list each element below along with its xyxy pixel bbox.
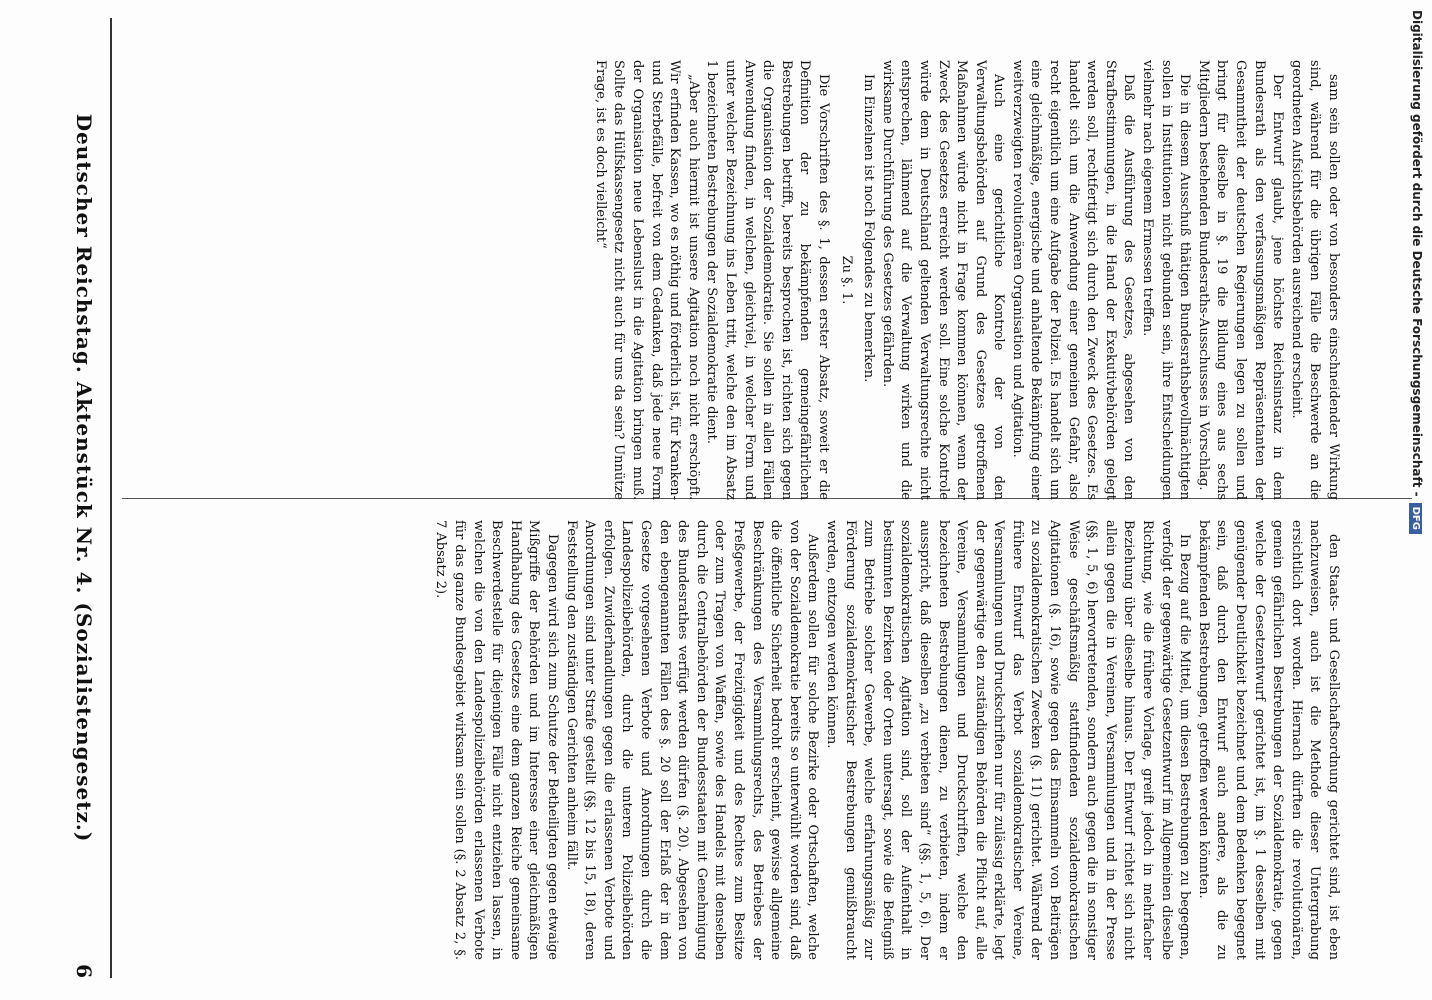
page-header (62, 18, 102, 978)
paragraph: „Aber auch hiermit ist unsere Agitation noch nicht erschöpft. Wir erfinden Kassen, wo es nöthig und förderlich ist, für Kranken- und Sterbefälle, befreit von dem Gedanken, daß jede neue Form der Organisation neue Lebenslust in die Agitation bringen muß. Sollte das Hülfskassengesetz nicht auch für uns da sein? Unnütze Frage, ist es doch vielleicht“ (592, 60, 701, 500)
left-column (122, 520, 1342, 960)
header-rule (110, 18, 112, 978)
paragraph: In Bezug auf die Mittel, um diesen Bestrebungen zu begegnen, verfolgt der gegenwärtige Gesetzentwurf im Allgemeinen dieselbe Richtung, wie die frühere Vorlage, greift jedoch in mehrfacher Beziehung über dieselbe hinaus. Der Entwurf richtet sich nicht allein gegen die in Vereinen, Versammlungen und in der Presse (§§. 1, 5, 6) hervortretenden, sondern auch gegen die in sonstiger Weise geschäftsmäßig stattfindenden sozialdemokratischen Agitationen (§. 16), sowie gegen das Einsammeln von Beiträgen zu sozialdemokratischen Zwecken (§. 11) gerichtet. Während der frühere Entwurf das Verbot sozialdemokratischer Vereine, Versammlungen und Druckschriften nur für zulässig erklärte, legt der gegenwärtige den zuständigen Behörden die Pflicht auf, alle Vereine, Versammlungen und Druckschriften, welche den bezeichneten Bestrebungen dienen, zu verbieten, indem er ausspricht, daß dieselben „zu verbieten sind“ (§§. 1, 5, 6). Der sozialdemokratischen Agitation sind, soll der Aufenthalt in bestimmten Bezirken oder Orten untersagt, sowie die Befugniß zum Betriebe solcher Gewerbe, welche erfahrungsmäßig zur Förderung sozialdemokratischer Bestrebungen gemißbraucht werden, entzogen werden können. (823, 520, 1193, 960)
section-heading: Zu §. 1. (838, 255, 854, 305)
page-number: 6 (72, 964, 96, 978)
paragraph: Der Entwurf glaubt, jene höchste Reichsinstanz in dem Bundesrath als den verfassungsmäßigen Repräsentanten der Gesammtheit der deutschen Regierungen legen zu sollen und bringt für dieselbe in §. 19 die Bildung eines aus sechs Mitgliedern bestehenden Bundesraths-Ausschusses in Vorschlag. (1195, 60, 1286, 500)
digitization-note-label: Digitalisierung gefördert durch die Deutsche Forschungsgemeinschaft - (1410, 10, 1424, 497)
digitization-note-text (1409, 10, 1424, 534)
paragraph: Daß die Ausführung des Gesetzes, abgesehen von den Strafbestimmungen, in die Hand der Exekutivbehörden gelegt werden soll, rechtfertigt sich durch den Zweck des Gesetzes. Es handelt sich um die Anwendung einer gemeinen Gefahr, also recht eigentlich um eine Aufgabe der Polizei. Es handelt sich um eine gleichmäßige, energische und anhaltende Bekämpfung einer weitverzweigten revolutionären Organisation und Agitation. (1009, 60, 1137, 500)
dfg-logo: DFG (1409, 503, 1422, 534)
paragraph: Die Vorschriften des §. 1, dessen erster Absatz, soweit er die Definition der zu bekämpfenden gemeingefährlichen Bestrebungen betrifft, bereits besprochen ist, richten sich gegen die Organisation der Sozialdemokratie. Sie sollen in allen Fällen Anwendung finden, in welchen, gleichviel, in welcher Form und unter welcher Bezeichnung ins Leben tritt, welche den im Absatz 1 bezeichneten Bestrebungen der Sozialdemokratie dient. (704, 60, 831, 500)
running-title: Deutscher Reichstag. Aktenstück Nr. 4. (Sozialistengesetz.) (72, 113, 96, 843)
paragraph: Auch eine gerichtliche Kontrole der von den Verwaltungsbehörden auf Grund des Gesetzes getroffenen Maßnahmen würde nicht in Frage kommen können, wenn der Zweck des Gesetzes erreicht werden soll. Eine solche Kontrole würde dem in Deutschland geltenden Verwaltungsrechte nicht entsprechen, lähmend auf die Verwaltung wirken und die wirksame Durchführung des Gesetzes gefährden. (879, 60, 1007, 500)
paragraph: sam sein sollen oder von besonders einschneidender Wirkung sind, während für die übrigen Fälle die Beschwerde an die geordneten Aufsichtsbehörden ausreichend erscheint. (1288, 60, 1341, 500)
paragraph: Im Einzelnen ist noch Folgendes zu bemerken. (861, 74, 877, 383)
paragraph: den Staats- und Gesellschaftsordnung gerichtet sind, ist eben nachzuweisen, auch ist die Methode dieser Untergrabung ersichtlich dort worden. Hiernach dürften die revolutionären, gemein gefährlichen Bestrebungen der Sozialdemokratie, gegen welche der Gesetzentwurf gerichtet ist, im §. 1 desselben mit genügender Deutlichkeit bezeichnet und dem Bedenken begegnet sein, daß durch den Entwurf auch andere, als die zu bekämpfenden Bestrebungen, getroffen werden könnten. (1195, 520, 1341, 960)
paragraph: Die in diesem Ausschuß thätigen Bundesrathsbevollmächtigten sollen in Institutionen nicht gebunden sein, ihre Entscheidungen vielmehr nach eigenem Ermessen treffen. (1140, 60, 1193, 500)
right-column (122, 60, 1342, 500)
digitization-note (1392, 0, 1432, 1000)
paragraph: Dagegen wird sich zum Schutze der Betheiligten gegen etwaige Mißgriffe der Behörden und im Interesse einer gleichmäßigen Handhabung des Gesetzes eine dem ganzen Reiche gemeinsame Beschwerdestelle für diejenigen Fälle nicht entziehen lassen, in welchen die von den Landespolizeibehörden erlassenen Verbote für das ganze Bundesgebiet wirksam sein sollen (§. 2 Absatz 2, §. 7 Absatz 2). (433, 520, 561, 960)
paragraph: Außerdem sollen für solche Bezirke oder Ortschaften, welche von der Sozialdemokratie bereits so unterwühlt worden sind, daß die öffentliche Sicherheit bedroht erscheint, gewisse allgemeine Beschränkungen des Versammlungsrechts, des Betriebes der Preßgewerbe, der Freizügigkeit und des Rechtes zum Besitze oder zum Tragen von Waffen, sowie des Handels mit denselben durch die Centralbehörden der Bundesstaaten mit Genehmigung des Bundesrathes verfügt werden dürfen (§. 20). Abgesehen von den ebengenannten Fällen des §. 20 soll der Erlaß der in dem Gesetze vorgesehenen Verbote und Anordnungen durch die Landespolizeibehörden, durch die unteren Polizeibehörden erfolgen. Zuwiderhandlungen gegen die erlassenen Verbote und Anordnungen sind unter Strafe gestellt (§§. 12 bis 15, 18), deren Feststellung den zuständigen Gerichten anheim fällt. (563, 520, 821, 960)
